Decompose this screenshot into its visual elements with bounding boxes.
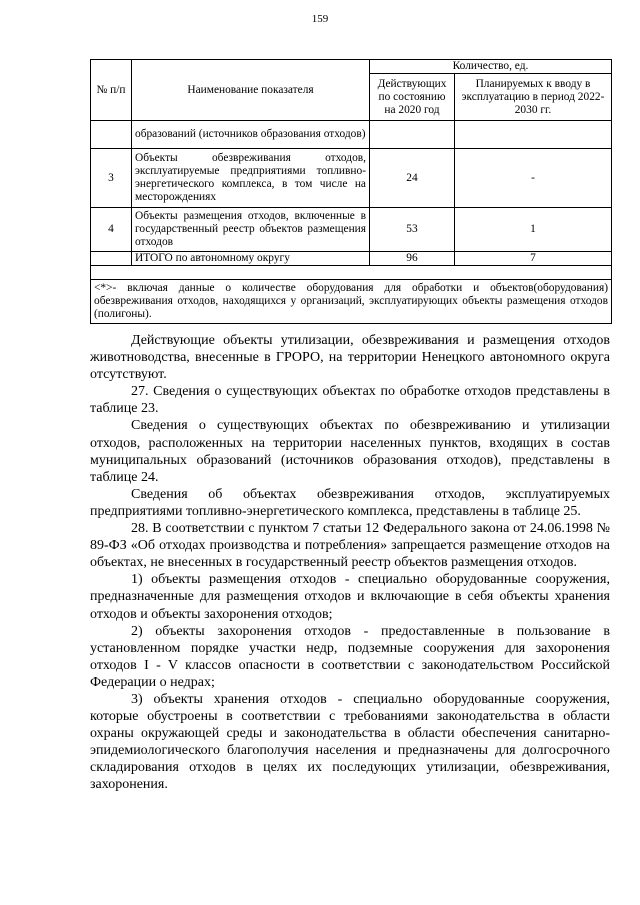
header-existing: Действующих по состоянию на 2020 год <box>370 74 455 121</box>
header-planned: Планируемых к вводу в эксплуатацию в период 2022-2030 гг. <box>455 74 612 121</box>
row-planned: 1 <box>455 208 612 252</box>
header-quantity: Количество, ед. <box>370 60 612 74</box>
total-existing: 96 <box>370 252 455 266</box>
paragraph: 27. Сведения о существующих объектах по обработке отходов представлены в таблице 23. <box>90 384 610 417</box>
row-num: 4 <box>91 208 132 252</box>
row-name: Объекты обезвреживания отходов, эксплуатируемые предприятиями топливно-энергетического комплекса, в том числе на месторождениях <box>132 149 370 208</box>
header-name: Наименование показателя <box>132 60 370 121</box>
row-num <box>91 121 132 149</box>
paragraph: Сведения о существующих объектах по обезвреживанию и утилизации отходов, расположенных на территории населенных пунктов, входящих в состав муниципальных образований (источников образования отходов), представлены в таблице 24. <box>90 418 610 485</box>
spacer-row <box>91 266 612 280</box>
paragraph: Сведения об объектах обезвреживания отходов, эксплуатируемых предприятиями топливно-энергетического комплекса, представлены в таблице 25. <box>90 486 610 519</box>
waste-facilities-table <box>90 59 612 324</box>
body-text <box>90 332 610 794</box>
footnote-row <box>91 280 612 324</box>
row-num: 3 <box>91 149 132 208</box>
list-item: 2) объекты захоронения отходов - предоставленные в пользование в установленном порядке участки недр, подземные сооружения для захоронения отходов I - V классов опасности в соответствии с законодательством Российской Федерации о недрах; <box>90 623 610 690</box>
total-planned: 7 <box>455 252 612 266</box>
list-item: 1) объекты размещения отходов - специально оборудованные сооружения, предназначенные для размещения отходов и включающие в себя объекты хранения отходов и объекты захоронения отходов; <box>90 572 610 622</box>
total-name: ИТОГО по автономному округу <box>132 252 370 266</box>
table-row <box>91 121 612 149</box>
total-row <box>91 252 612 266</box>
table-row <box>91 149 612 208</box>
list-item: 3) объекты хранения отходов - специально оборудованные сооружения, которые обустроены в соответствии с требованиями законодательства в области охраны окружающей среды и законодательства в области обеспечения санитарно-эпидемиологического благополучия населения и предназначены для долгосрочного складирования отходов в целях их последующих утилизации, обезвреживания, захоронения. <box>90 691 610 793</box>
page-number: 159 <box>311 13 329 25</box>
row-planned <box>455 121 612 149</box>
header-num: № п/п <box>91 60 132 121</box>
paragraph: Действующие объекты утилизации, обезвреживания и размещения отходов животноводства, внесенные в ГРОРО, на территории Ненецкого автономного округа отсутствуют. <box>90 333 610 383</box>
paragraph: 28. В соответствии с пунктом 7 статьи 12 Федерального закона от 24.06.1998 № 89-ФЗ «Об отходах производства и потребления» запрещается размещение отходов на объектах, не внесенных в государственный реестр объектов размещения отходов. <box>90 521 610 571</box>
table-row <box>91 208 612 252</box>
row-name: образований (источников образования отходов) <box>132 121 370 149</box>
row-existing <box>370 121 455 149</box>
row-existing: 24 <box>370 149 455 208</box>
row-planned: - <box>455 149 612 208</box>
table-footnote: <*>- включая данные о количестве оборудования для обработки и объектов(оборудования) обезвреживания отходов, находящихся у организаций, эксплуатирующих объекты размещения отходов (полигоны). <box>91 280 612 324</box>
row-existing: 53 <box>370 208 455 252</box>
row-name: Объекты размещения отходов, включенные в государственный реестр объектов размещения отходов <box>132 208 370 252</box>
